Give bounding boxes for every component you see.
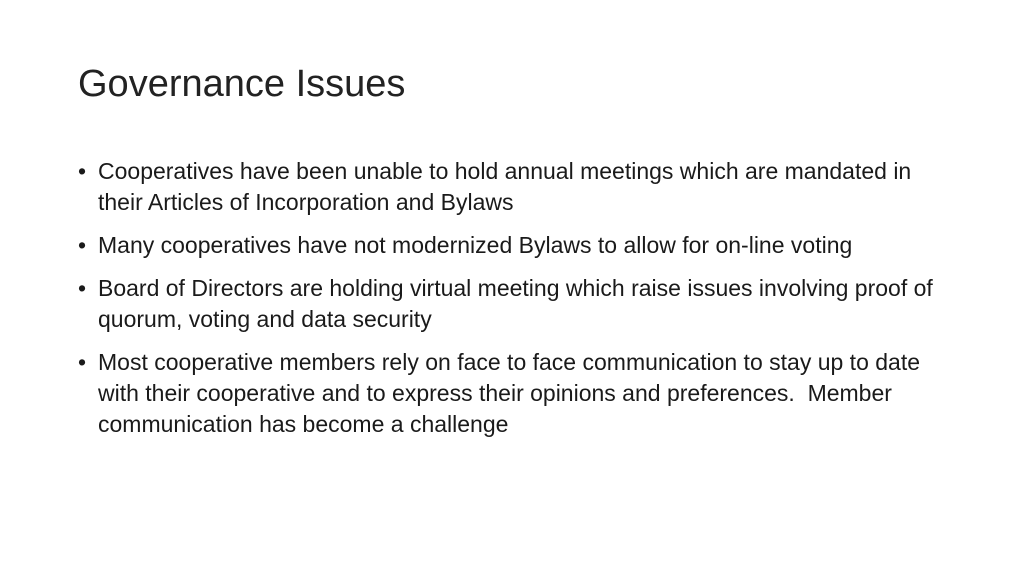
bullet-dot-icon: •	[78, 232, 87, 258]
slide-title: Governance Issues	[78, 63, 406, 105]
bullet-text: Most cooperative members rely on face to face communication to stay up to date with their cooperative and to express their opinions and preferences. Member communication has become a challenge	[98, 349, 927, 437]
bullet-dot-icon: •	[78, 275, 87, 301]
bullet-item	[78, 347, 958, 440]
bullet-dot-icon: •	[78, 158, 87, 184]
bullet-item	[78, 273, 958, 335]
bullet-text: Cooperatives have been unable to hold annual meetings which are mandated in their Articles of Incorporation and Bylaws	[98, 158, 918, 215]
bullet-list	[78, 156, 958, 452]
bullet-text: Many cooperatives have not modernized Bylaws to allow for on-line voting	[98, 232, 853, 258]
bullet-dot-icon: •	[78, 349, 87, 375]
bullet-item	[78, 156, 958, 218]
bullet-item	[78, 230, 958, 261]
bullet-text: Board of Directors are holding virtual meeting which raise issues involving proof of quorum, voting and data security	[98, 275, 940, 332]
